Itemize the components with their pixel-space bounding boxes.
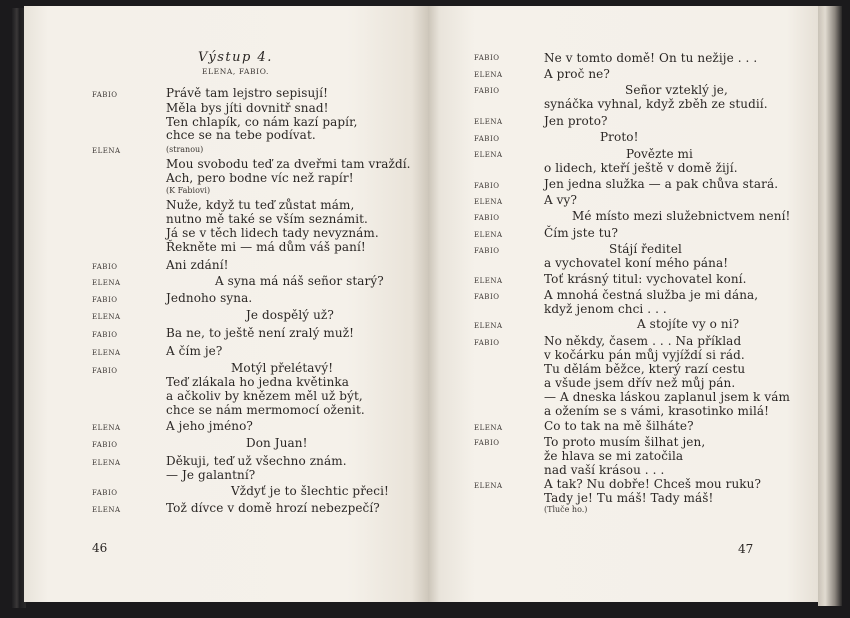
verse-line: Co to tak na mě šilháte? [544, 419, 694, 433]
scene-title: Výstup 4. [198, 50, 273, 65]
verse-line: A proč ne? [544, 67, 610, 81]
speaker-label: FABIO [474, 135, 500, 143]
verse-line: Proto! [600, 130, 639, 144]
verse-line: a všude jsem dřív než můj pán. [544, 376, 736, 390]
verse-line: synáčka vyhnal, když zběh ze studií. [544, 97, 768, 111]
verse-line: A čím je? [166, 344, 223, 358]
verse-line: Jen jedna služka — a pak chůva stará. [544, 177, 779, 191]
verse-line: a vychovatel koní mého pána! [544, 256, 729, 270]
verse-line: A tak? Nu dobře! Chceš mou ruku? [544, 477, 762, 491]
verse-line: Měla bys jíti dovnitř snad! [166, 101, 329, 115]
speaker-label: ELENA [92, 459, 121, 467]
verse-line: Mé místo mezi služebnictvem není! [572, 209, 791, 223]
speaker-label: ELENA [92, 424, 121, 432]
speaker-label: ELENA [92, 313, 121, 321]
verse-line: Ten chlapík, co nám kazí papír, [166, 115, 358, 129]
speaker-label: ELENA [474, 71, 503, 79]
verse-line: že hlava se mi zatočila [544, 449, 684, 463]
verse-line: a ožením se s vámi, krasotinko milá! [544, 404, 770, 418]
verse-line: když jenom chci . . . [544, 302, 667, 316]
speaker-label: FABIO [474, 214, 500, 222]
verse-line: Tož dívce v domě hrozí nebezpečí? [166, 501, 380, 515]
verse-line: Ani zdání! [166, 258, 229, 272]
verse-line: Děkuji, teď už všechno znám. [166, 454, 347, 468]
speaker-label: FABIO [92, 331, 118, 339]
speaker-label: ELENA [474, 482, 503, 490]
speaker-label: FABIO [474, 439, 500, 447]
verse-line: Jednoho syna. [166, 291, 253, 305]
page-number: 46 [92, 541, 108, 555]
speaker-label: ELENA [474, 118, 503, 126]
verse-line: nad vaší krásou . . . [544, 463, 665, 477]
verse-line: — Je galantní? [166, 468, 256, 482]
speaker-label: FABIO [92, 367, 118, 375]
speaker-label: FABIO [474, 182, 500, 190]
verse-line: nutno mě také se vším seznámit. [166, 212, 368, 226]
verse-line: Tu dělám běžce, který razí cestu [544, 362, 746, 376]
speaker-label: ELENA [92, 279, 121, 287]
verse-line: v kočárku pán můj vyjíždí si rád. [544, 348, 745, 362]
verse-line: Je dospělý už? [246, 308, 334, 322]
verse-line: Teď zlákala ho jedna květinka [166, 375, 350, 389]
speaker-label: FABIO [92, 441, 118, 449]
verse-line: chce se na tebe podívat. [166, 128, 316, 142]
verse-line: Ba ne, to ještě není zralý muž! [166, 326, 355, 340]
verse-line: Jen proto? [544, 114, 608, 128]
speaker-label: FABIO [474, 54, 500, 62]
speaker-label: ELENA [474, 424, 503, 432]
scene-characters: ELENA, FABIO. [202, 67, 270, 76]
verse-line: Mou svobodu teď za dveřmi tam vraždí. [166, 157, 411, 171]
speaker-label: ELENA [474, 231, 503, 239]
speaker-label: ELENA [474, 322, 503, 330]
verse-line: Já se v těch lidech tady nevyznám. [166, 226, 379, 240]
speaker-label: FABIO [474, 293, 500, 301]
verse-line: Ach, pero bodne víc než rapír! [166, 171, 354, 185]
stage-direction: (Tluče ho.) [544, 505, 588, 514]
speaker-label: FABIO [92, 489, 118, 497]
verse-line: To proto musím šilhat jen, [544, 435, 706, 449]
verse-line: chce se nám mermomocí oženit. [166, 403, 365, 417]
book-page-edges [818, 6, 842, 606]
speaker-label: FABIO [474, 87, 500, 95]
speaker-label: FABIO [92, 91, 118, 99]
speaker-label: ELENA [92, 349, 121, 357]
speaker-label: FABIO [474, 339, 500, 347]
speaker-label: ELENA [474, 277, 503, 285]
verse-line: Toť krásný titul: vychovatel koní. [544, 272, 747, 286]
verse-line: Señor vzteklý je, [625, 83, 728, 97]
verse-line: Řekněte mi — má dům váš paní! [166, 240, 366, 254]
speaker-label: ELENA [474, 198, 503, 206]
verse-line: Don Juan! [246, 436, 308, 450]
verse-line: Stájí ředitel [609, 242, 682, 256]
verse-line: a ačkoliv by knězem měl už být, [166, 389, 363, 403]
verse-line: Povězte mi [626, 147, 693, 161]
stage-direction: (stranou) [166, 145, 204, 154]
verse-line: A vy? [544, 193, 577, 207]
stage-direction: (K Fabiovi) [166, 186, 211, 195]
verse-line: A jeho jméno? [166, 419, 253, 433]
verse-line: Tady je! Tu máš! Tady máš! [544, 491, 714, 505]
verse-line: Motýl přelétavý! [231, 361, 334, 375]
verse-line: o lidech, kteří ještě v domě žijí. [544, 161, 738, 175]
speaker-label: ELENA [92, 506, 121, 514]
verse-line: Právě tam lejstro sepisují! [166, 86, 328, 100]
verse-line: Nuže, když tu teď zůstat mám, [166, 198, 355, 212]
verse-line: A syna má náš señor starý? [215, 274, 384, 288]
verse-line: No někdy, časem . . . Na příklad [544, 334, 742, 348]
verse-line: A stojíte vy o ni? [637, 317, 740, 331]
speaker-label: FABIO [92, 296, 118, 304]
page-number: 47 [738, 542, 754, 556]
speaker-label: FABIO [474, 247, 500, 255]
speaker-label: ELENA [474, 151, 503, 159]
verse-line: Vždyť je to šlechtic přeci! [231, 484, 389, 498]
verse-line: Ne v tomto domě! On tu nežije . . . [544, 51, 758, 65]
verse-line: — A dneska láskou zaplanul jsem k vám [544, 390, 790, 404]
verse-line: A mnohá čestná služba je mi dána, [544, 288, 759, 302]
verse-line: Čím jste tu? [544, 226, 619, 240]
speaker-label: FABIO [92, 263, 118, 271]
speaker-label: ELENA [92, 147, 121, 155]
